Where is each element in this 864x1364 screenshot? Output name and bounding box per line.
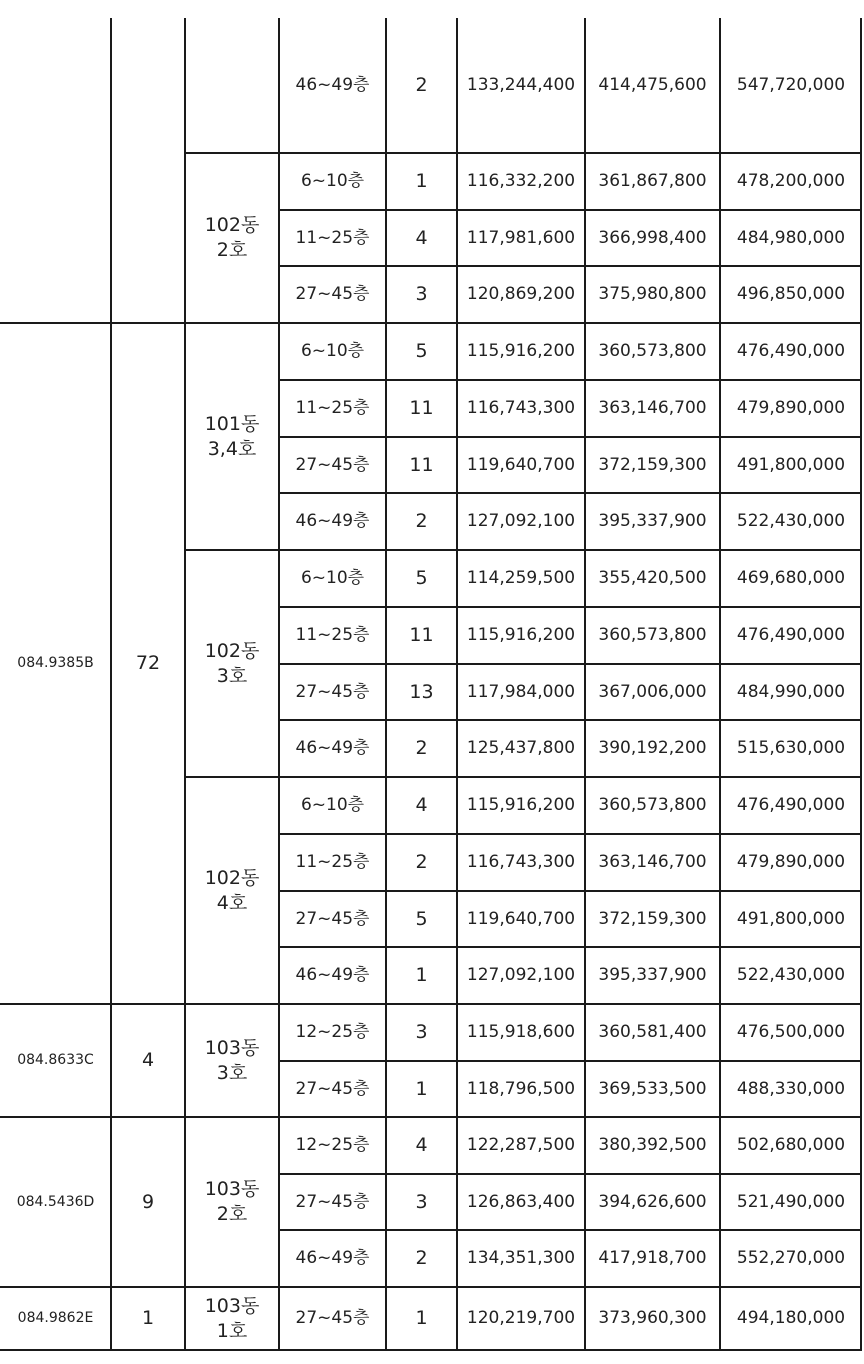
floor-range-cell: 27~45층 [295,454,370,475]
building-unit-cell: 102동 4호 [204,866,260,914]
total-price-cell: 469,680,000 [736,568,846,589]
floor-range-cell: 11~25층 [295,625,370,646]
land-price-cell: 116,332,200 [466,171,576,192]
floor-range-cell: 46~49층 [295,738,370,759]
row-divider [279,1173,862,1175]
supply-units-cell: 9 [141,1190,155,1213]
land-price-cell: 133,244,400 [466,75,576,96]
total-price-cell: 552,270,000 [736,1248,846,1269]
building-unit-cell [185,18,279,153]
total-price-cell: 521,490,000 [736,1191,846,1212]
housing-type-cell [0,18,111,323]
building-price-cell: 373,960,300 [598,1308,707,1329]
building-price-cell: 360,581,400 [598,1022,707,1043]
total-price-cell: 491,800,000 [736,454,846,475]
building-price-cell: 380,392,500 [598,1135,707,1156]
land-price-cell: 125,437,800 [466,738,576,759]
floor-range-cell: 11~25층 [295,227,370,248]
row-divider [185,549,862,551]
land-price-cell: 134,351,300 [466,1248,576,1269]
unit-count-cell: 1 [415,1307,428,1330]
row-divider [0,1286,862,1288]
total-price-cell: 488,330,000 [736,1078,846,1099]
column-divider [860,18,862,1350]
unit-count-cell: 2 [415,737,428,760]
row-divider [279,663,862,665]
row-divider [279,890,862,892]
supply-units-cell [111,18,185,323]
building-unit-cell: 103동 1호 [204,1294,260,1342]
land-price-cell: 118,796,500 [466,1078,576,1099]
column-divider [719,18,721,1350]
floor-range-cell: 6~10층 [300,171,365,192]
unit-count-cell: 3 [415,1190,428,1213]
land-price-cell: 117,981,600 [466,227,576,248]
unit-count-cell: 13 [409,680,434,703]
floor-range-cell: 6~10층 [300,341,365,362]
floor-range-cell: 27~45층 [295,1308,370,1329]
total-price-cell: 547,720,000 [736,75,846,96]
floor-range-cell: 27~45층 [295,908,370,929]
building-price-cell: 366,998,400 [598,227,707,248]
unit-count-cell: 5 [415,907,428,930]
total-price-cell: 478,200,000 [736,171,846,192]
land-price-cell: 115,916,200 [466,795,576,816]
total-price-cell: 522,430,000 [736,511,846,532]
floor-range-cell: 12~25층 [295,1022,370,1043]
land-price-cell: 115,916,200 [466,625,576,646]
building-price-cell: 355,420,500 [598,568,707,589]
floor-range-cell: 27~45층 [295,1078,370,1099]
floor-range-cell: 6~10층 [300,568,365,589]
total-price-cell: 522,430,000 [736,965,846,986]
building-unit-cell: 103동 3호 [204,1036,260,1084]
floor-range-cell: 11~25층 [295,398,370,419]
floor-range-cell: 46~49층 [295,965,370,986]
floor-range-cell: 27~45층 [295,1191,370,1212]
building-price-cell: 375,980,800 [598,284,707,305]
column-divider [110,18,112,1350]
row-divider [0,1349,862,1351]
unit-count-cell: 5 [415,567,428,590]
land-price-cell: 126,863,400 [466,1191,576,1212]
building-price-cell: 414,475,600 [598,75,707,96]
unit-count-cell: 11 [409,624,434,647]
housing-type-cell: 084.9862E [17,1310,94,1327]
row-divider [279,436,862,438]
land-price-cell: 119,640,700 [466,908,576,929]
building-price-cell: 363,146,700 [598,852,707,873]
land-price-cell: 127,092,100 [466,511,576,532]
column-divider [456,18,458,1350]
land-price-cell: 120,219,700 [466,1308,576,1329]
unit-count-cell: 1 [415,170,428,193]
unit-count-cell: 4 [415,794,428,817]
building-price-cell: 360,573,800 [598,625,707,646]
land-price-cell: 115,918,600 [466,1022,576,1043]
total-price-cell: 476,500,000 [736,1022,846,1043]
unit-count-cell: 11 [409,397,434,420]
row-divider [185,776,862,778]
total-price-cell: 476,490,000 [736,625,846,646]
land-price-cell: 120,869,200 [466,284,576,305]
row-divider [0,1116,862,1118]
unit-count-cell: 3 [415,283,428,306]
total-price-cell: 479,890,000 [736,852,846,873]
building-price-cell: 372,159,300 [598,908,707,929]
row-divider [0,1003,862,1005]
building-price-cell: 360,573,800 [598,795,707,816]
unit-count-cell: 4 [415,226,428,249]
floor-range-cell: 27~45층 [295,681,370,702]
building-price-cell: 417,918,700 [598,1248,707,1269]
land-price-cell: 114,259,500 [466,568,576,589]
building-price-cell: 395,337,900 [598,511,707,532]
supply-units-cell: 72 [135,652,161,675]
row-divider [279,379,862,381]
total-price-cell: 484,990,000 [736,681,846,702]
total-price-cell: 502,680,000 [736,1135,846,1156]
floor-range-cell: 46~49층 [295,511,370,532]
row-divider [279,833,862,835]
building-price-cell: 367,006,000 [598,681,707,702]
floor-range-cell: 11~25층 [295,852,370,873]
column-divider [385,18,387,1350]
unit-count-cell: 2 [415,851,428,874]
floor-range-cell: 46~49층 [295,75,370,96]
row-divider [185,152,862,154]
building-price-cell: 360,573,800 [598,341,707,362]
total-price-cell: 476,490,000 [736,795,846,816]
row-divider [279,265,862,267]
land-price-cell: 117,984,000 [466,681,576,702]
land-price-cell: 122,287,500 [466,1135,576,1156]
total-price-cell: 476,490,000 [736,341,846,362]
column-divider [184,18,186,1350]
land-price-cell: 115,916,200 [466,341,576,362]
unit-count-cell: 2 [415,74,428,97]
unit-count-cell: 1 [415,1077,428,1100]
column-divider [278,18,280,1350]
column-divider [584,18,586,1350]
total-price-cell: 484,980,000 [736,227,846,248]
building-price-cell: 395,337,900 [598,965,707,986]
building-unit-cell: 102동 3호 [204,639,260,687]
floor-range-cell: 27~45층 [295,284,370,305]
building-price-cell: 361,867,800 [598,171,707,192]
row-divider [279,719,862,721]
unit-count-cell: 11 [409,453,434,476]
unit-count-cell: 2 [415,510,428,533]
housing-type-cell: 084.5436D [16,1193,95,1210]
unit-count-cell: 1 [415,964,428,987]
row-divider [279,946,862,948]
row-divider [0,322,862,324]
supply-units-cell: 1 [141,1307,155,1330]
row-divider [279,1060,862,1062]
building-price-cell: 390,192,200 [598,738,707,759]
floor-range-cell: 6~10층 [300,795,365,816]
land-price-cell: 116,743,300 [466,398,576,419]
land-price-cell: 119,640,700 [466,454,576,475]
building-unit-cell: 103동 2호 [204,1178,260,1225]
unit-count-cell: 4 [415,1134,428,1157]
building-price-cell: 372,159,300 [598,454,707,475]
unit-count-cell: 3 [415,1021,428,1044]
row-divider [279,1229,862,1231]
building-price-cell: 363,146,700 [598,398,707,419]
total-price-cell: 515,630,000 [736,738,846,759]
building-unit-cell: 101동 3,4호 [204,412,260,460]
floor-range-cell: 46~49층 [295,1248,370,1269]
land-price-cell: 116,743,300 [466,852,576,873]
unit-count-cell: 2 [415,1247,428,1270]
total-price-cell: 496,850,000 [736,284,846,305]
housing-type-cell: 084.9385B [17,655,94,672]
total-price-cell: 491,800,000 [736,908,846,929]
total-price-cell: 479,890,000 [736,398,846,419]
housing-type-cell: 084.8633C [17,1052,94,1069]
row-divider [279,606,862,608]
unit-count-cell: 5 [415,340,428,363]
row-divider [279,492,862,494]
building-unit-cell: 102동 2호 [204,214,260,261]
supply-units-cell: 4 [141,1049,155,1072]
building-price-cell: 394,626,600 [598,1191,707,1212]
total-price-cell: 494,180,000 [736,1308,846,1329]
land-price-cell: 127,092,100 [466,965,576,986]
floor-range-cell: 12~25층 [295,1135,370,1156]
building-price-cell: 369,533,500 [598,1078,707,1099]
row-divider [279,209,862,211]
